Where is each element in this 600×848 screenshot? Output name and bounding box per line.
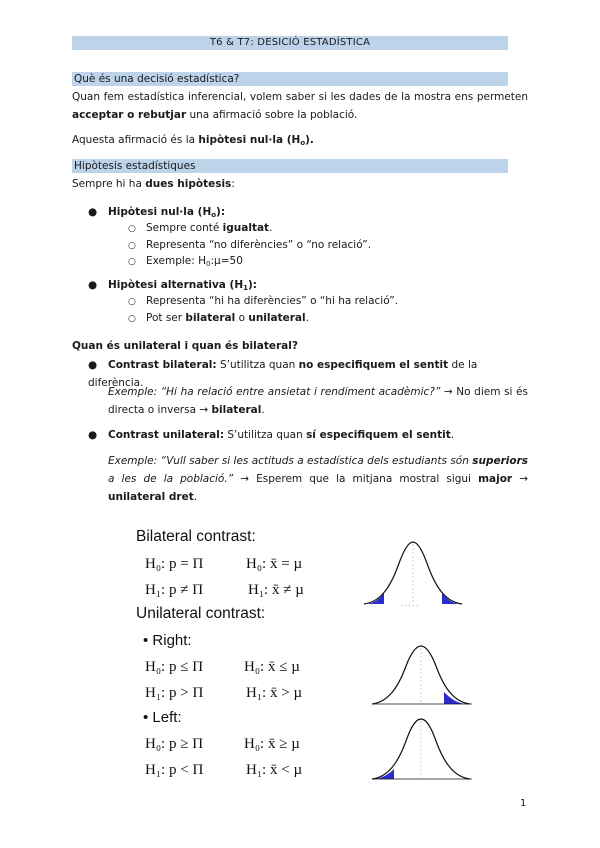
figure-bilateral-title: Bilateral contrast: (136, 528, 256, 545)
formula-x-h1-left: H₁: x̄ < µ (246, 762, 303, 778)
text-emphasis: hipòtesi nul·la (H (198, 134, 301, 146)
text-run: :µ=50 (210, 255, 243, 267)
section-heading-hypotheses: Hipòtesis estadístiques (72, 159, 508, 173)
formula-x-h1-right: H₁: x̄ > µ (246, 685, 303, 701)
formula-p-h0-bilateral: H₀: p = Π (145, 556, 204, 572)
text-emphasis: unilateral dret (108, 491, 194, 503)
text-run: de la diferència. (88, 359, 478, 389)
normal-curve-left (368, 713, 488, 785)
figure-right-label: • Right: (143, 632, 192, 649)
text-run: Pot ser (146, 312, 186, 324)
paragraph-inference (72, 88, 528, 124)
subscript: o (211, 211, 217, 219)
bell-curve (372, 646, 470, 704)
text-emphasis: bilateral (185, 312, 236, 324)
text-run: S’utilitza quan (216, 359, 299, 371)
bullet-label: Contrast bilateral: (108, 359, 217, 371)
figure-left-label: • Left: (143, 709, 182, 726)
text-emphasis: major (478, 473, 513, 485)
text-run: Quan fem estadística inferencial, volem saber si les dades de la mostra ens permeten (72, 91, 528, 103)
formula-p-h1-right: H₁: p > Π (145, 685, 204, 701)
text-emphasis: unilateral (248, 312, 306, 324)
formula-x-h0-bilateral: H₀: x̄ = µ (246, 556, 303, 572)
question-heading: Quan és unilateral i quan és bilateral? (72, 340, 298, 352)
formula-p-h1-left: H₁: p < Π (145, 762, 204, 778)
text-run: una afirmació sobre la població. (186, 109, 358, 121)
bullet-label: ): (248, 279, 257, 291)
bullet-unilateral-contrast (88, 426, 528, 444)
example-unilateral (108, 452, 528, 506)
formula-p-h0-right: H₀: p ≤ Π (145, 659, 204, 675)
figure-unilateral-title: Unilateral contrast: (136, 605, 266, 622)
bullet-dot: ● (88, 206, 98, 218)
example-text: a les de la població.” (108, 473, 234, 485)
formula-p-h0-left: H₀: p ≥ Π (145, 736, 204, 752)
text-run: Sempre conté (146, 222, 223, 234)
text-run: Representa “hi ha diferències” o “hi ha relació”. (146, 295, 399, 307)
text-run: Sempre hi ha (72, 178, 146, 190)
text-run: : (231, 178, 235, 190)
text-run: . (269, 222, 273, 234)
paragraph-two-hypotheses (72, 175, 528, 193)
normal-curve-right (368, 640, 488, 712)
subscript: 0 (206, 260, 211, 268)
example-text: Exemple: “Vull saber si les actituds a estadística dels estudiants són (108, 455, 473, 467)
sub-bullet-example (128, 252, 243, 273)
text-run: . (450, 429, 455, 441)
circle-bullet-icon: ○ (128, 224, 136, 234)
bullet-label: Hipòtesi alternativa (H (108, 279, 244, 291)
bullet-label: Hipòtesi nul·la (H (108, 206, 212, 218)
bullet-dot: ● (88, 359, 98, 371)
formula-p-h1-bilateral: H₁: p ≠ Π (145, 582, 204, 598)
text-emphasis: acceptar o rebutjar (72, 109, 187, 121)
document-title: T6 & T7: DESICIÓ ESTADÍSTICA (72, 36, 508, 50)
circle-bullet-icon: ○ (128, 257, 136, 267)
sub-bullet-bilateral-unilateral (128, 309, 309, 328)
text-run: Aquesta afirmació és la (72, 134, 199, 146)
text-run: → Esperem que la mitjana mostral sigui (233, 473, 479, 485)
text-emphasis: ). (305, 134, 314, 146)
subscript: 1 (243, 284, 248, 292)
text-run: o (235, 312, 249, 324)
text-run: Representa “no diferències” o “no relació”. (146, 239, 372, 251)
bullet-label: ): (216, 206, 226, 218)
tick-marks: · · · · · (401, 603, 419, 610)
text-emphasis: no especifiquem el sentit (298, 359, 449, 371)
bullet-dot: ● (88, 429, 98, 441)
section-heading-decision: Què és una decisió estadística? (72, 72, 508, 86)
example-bilateral (108, 383, 528, 419)
text-emphasis: dues hipòtesis (145, 178, 232, 190)
text-run: . (193, 491, 198, 503)
text-emphasis: superiors (472, 455, 528, 467)
text-run: S’utilitza quan (224, 429, 307, 441)
paragraph-null-hypothesis (72, 131, 528, 152)
circle-bullet-icon: ○ (128, 241, 136, 251)
text-run: → No diem si és directa o inversa → (108, 386, 528, 416)
formula-x-h0-right: H₀: x̄ ≤ µ (244, 659, 300, 675)
text-emphasis: igualtat (222, 222, 270, 234)
circle-bullet-icon: ○ (128, 297, 136, 307)
example-text: Exemple: “Hi ha relació entre ansietat i rendiment acadèmic?” (108, 386, 441, 398)
text-run: . (261, 404, 265, 416)
text-emphasis: sí especifiquem el sentit (306, 429, 451, 441)
formula-x-h1-bilateral: H₁: x̄ ≠ µ (248, 582, 304, 598)
bullet-label: Contrast unilateral: (108, 429, 225, 441)
text-run: → (512, 473, 529, 485)
formula-x-h0-left: H₀: x̄ ≥ µ (244, 736, 300, 752)
subscript: o (300, 139, 306, 147)
text-run: Exemple: H (146, 255, 207, 267)
bullet-dot: ● (88, 279, 98, 291)
circle-bullet-icon: ○ (128, 314, 136, 324)
normal-curve-bilateral (360, 538, 480, 610)
page-number: 1 (520, 798, 527, 809)
text-run: . (305, 312, 309, 324)
text-emphasis: bilateral (211, 404, 262, 416)
